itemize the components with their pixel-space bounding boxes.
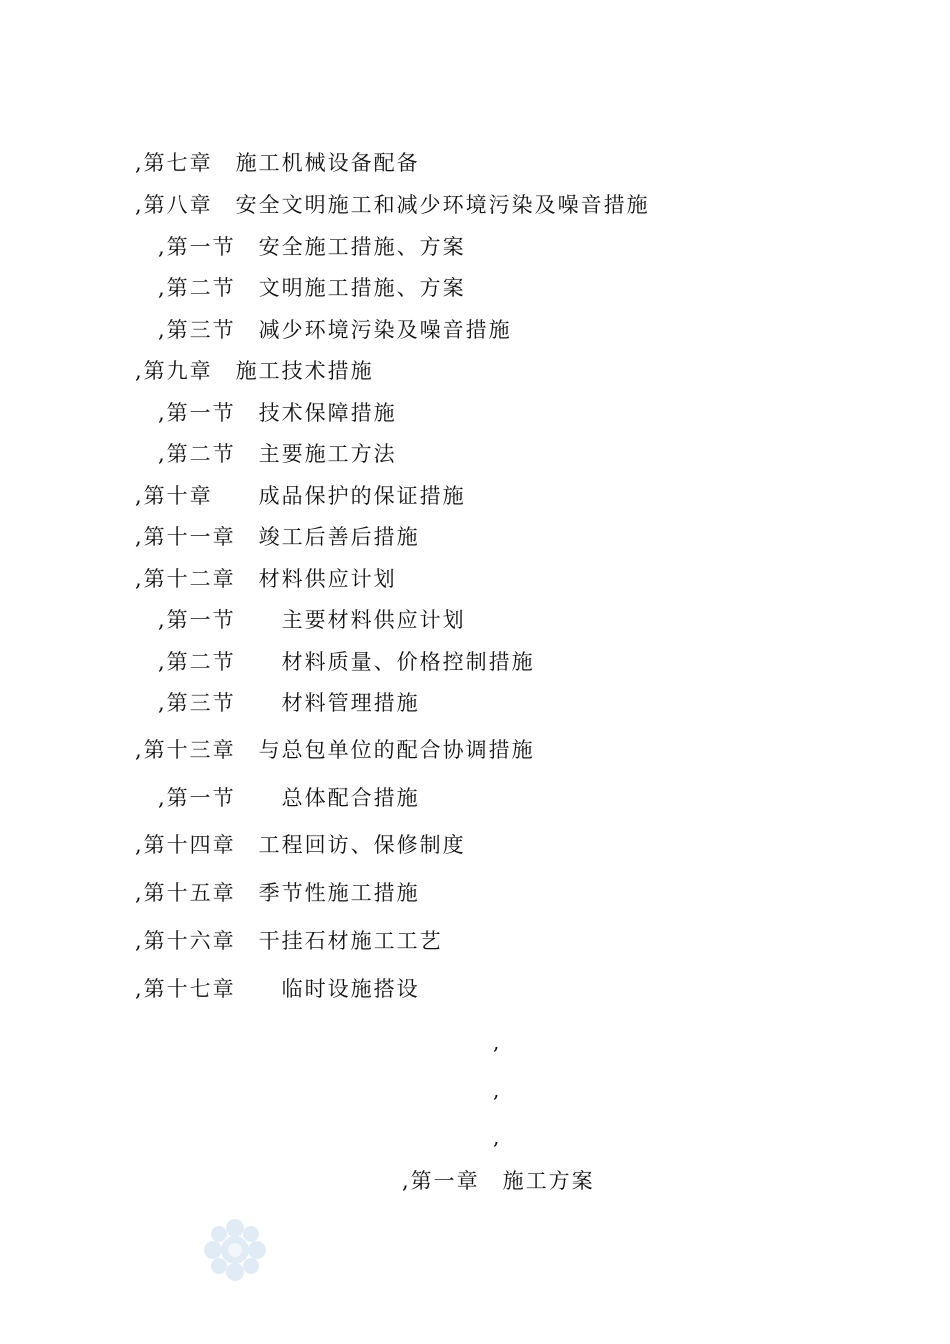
toc-section-12-2: ,第二节 材料质量、价格控制措施 xyxy=(158,650,535,674)
toc-section-8-2: ,第二节 文明施工措施、方案 xyxy=(158,276,466,300)
toc-chapter-10: ,第十章 成品保护的保证措施 xyxy=(135,484,466,508)
toc-chapter-7: ,第七章 施工机械设备配备 xyxy=(135,151,420,175)
watermark-emblem-icon xyxy=(203,1218,267,1282)
toc-chapter-9: ,第九章 施工技术措施 xyxy=(135,359,374,383)
toc-chapter-16: ,第十六章 干挂石材施工工艺 xyxy=(135,929,443,953)
toc-chapter-13: ,第十三章 与总包单位的配合协调措施 xyxy=(135,738,535,762)
toc-section-8-3: ,第三节 减少环境污染及噪音措施 xyxy=(158,318,512,342)
toc-chapter-8: ,第八章 安全文明施工和减少环境污染及噪音措施 xyxy=(135,193,650,217)
toc-section-12-3: ,第三节 材料管理措施 xyxy=(158,691,420,715)
toc-section-13-1: ,第一节 总体配合措施 xyxy=(158,786,420,810)
toc-chapter-14: ,第十四章 工程回访、保修制度 xyxy=(135,833,466,857)
toc-chapter-12: ,第十二章 材料供应计划 xyxy=(135,567,397,591)
stray-comma-3: , xyxy=(493,1125,500,1149)
toc-section-12-1: ,第一节 主要材料供应计划 xyxy=(158,608,466,632)
stray-comma-1: , xyxy=(493,1030,500,1054)
toc-chapter-15: ,第十五章 季节性施工措施 xyxy=(135,881,420,905)
stray-comma-2: , xyxy=(493,1078,500,1102)
toc-section-9-2: ,第二节 主要施工方法 xyxy=(158,442,397,466)
chapter-1-heading: ,第一章 施工方案 xyxy=(402,1169,595,1193)
toc-chapter-11: ,第十一章 竣工后善后措施 xyxy=(135,525,420,549)
toc-section-8-1: ,第一节 安全施工措施、方案 xyxy=(158,235,466,259)
toc-chapter-17: ,第十七章 临时设施搭设 xyxy=(135,977,420,1001)
toc-section-9-1: ,第一节 技术保障措施 xyxy=(158,401,397,425)
